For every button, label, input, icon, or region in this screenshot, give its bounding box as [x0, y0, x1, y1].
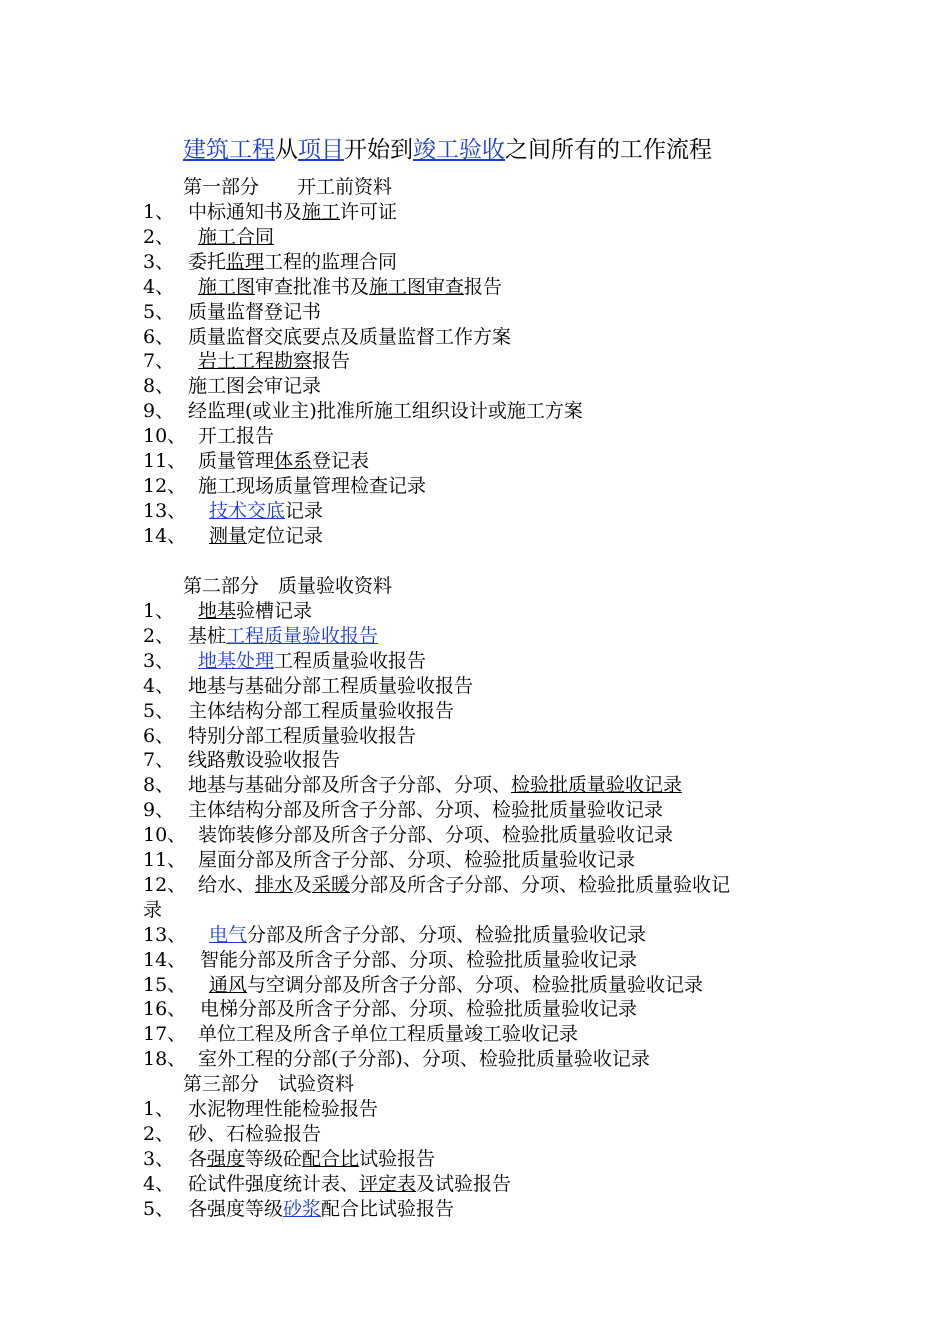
item-number: 2、	[143, 624, 175, 647]
text-segment: 质量监督登记书	[188, 300, 322, 323]
item-text	[198, 350, 350, 372]
item-number: 13、	[143, 499, 187, 522]
item-text	[198, 650, 426, 672]
item-number: 3、	[143, 1147, 175, 1170]
item-text	[198, 450, 369, 472]
item-text	[188, 799, 663, 821]
list-item	[143, 923, 646, 947]
underlined-term: 监理	[226, 250, 265, 273]
item-number: 14、	[143, 524, 187, 547]
text-segment: 单位工程及所含子单位工程质量竣工验收记录	[198, 1023, 579, 1046]
text-segment: 委托	[188, 250, 227, 273]
item-number: 9、	[143, 799, 175, 822]
item-text	[198, 600, 312, 622]
item-text	[188, 675, 473, 697]
list-item	[143, 225, 274, 249]
item-text	[209, 525, 323, 547]
list-item	[143, 449, 369, 473]
text-segment: 各	[188, 1147, 208, 1170]
underlined-term: 排水	[255, 873, 294, 896]
text-segment: 登记表	[312, 450, 370, 472]
text-segment: 从	[275, 137, 298, 163]
item-number: 11、	[143, 450, 187, 472]
text-segment: 与空调分部及所含子分部、分项、检验批质量验收记录	[247, 973, 704, 996]
item-number: 7、	[143, 749, 175, 772]
underlined-term: 检验批质量验收记录	[511, 774, 683, 797]
text-segment: 配合比试验报告	[321, 1197, 455, 1220]
item-text	[188, 749, 340, 771]
item-number: 14、	[143, 948, 187, 971]
item-number: 10、	[143, 824, 187, 847]
item-number: 3、	[143, 250, 175, 273]
item-text	[188, 625, 378, 647]
item-text	[188, 201, 397, 223]
item-number: 9、	[143, 400, 175, 423]
list-item	[143, 349, 350, 373]
hyperlink[interactable]: 工程质量验收报告	[226, 624, 379, 647]
text-segment: 报告	[464, 275, 503, 298]
text-segment: 给水、	[198, 873, 256, 896]
list-item	[143, 748, 340, 772]
list-item	[143, 300, 321, 324]
underlined-term: 测量	[209, 524, 248, 547]
text-segment: 验槽记录	[236, 600, 313, 622]
text-segment: 施工现场质量管理检查记录	[198, 474, 427, 497]
item-text	[188, 1123, 321, 1145]
list-item	[143, 997, 637, 1021]
text-segment: 定位记录	[247, 524, 324, 547]
text-segment: 审查批准书及	[255, 275, 370, 298]
underlined-term: 施工	[302, 201, 341, 223]
underlined-term: 岩土工程勘察	[198, 350, 313, 373]
text-segment: 主体结构分部及所含子分部、分项、检验批质量验收记录	[188, 799, 664, 822]
item-number: 18、	[143, 1048, 187, 1071]
text-segment: 地基与基础分部工程质量验收报告	[188, 674, 474, 697]
text-segment: 线路敷设验收报告	[188, 749, 341, 772]
text-segment: 中标通知书及	[188, 201, 303, 223]
list-item	[143, 424, 274, 448]
underlined-term: 施工图	[198, 275, 256, 298]
list-item	[143, 474, 426, 498]
underlined-term: 施工合同	[198, 225, 275, 248]
text-segment: 砼试件强度统计表、	[188, 1172, 360, 1195]
item-number: 11、	[143, 849, 187, 871]
item-text	[198, 425, 274, 447]
list-item	[143, 325, 511, 349]
item-text	[188, 326, 511, 348]
text-segment: 等级砼	[245, 1147, 303, 1170]
list-item	[143, 1197, 454, 1221]
list-item	[143, 374, 321, 398]
text-segment: 工程的监理合同	[264, 250, 398, 273]
list-item	[143, 848, 635, 872]
list-item	[143, 823, 673, 847]
underlined-term: 强度	[207, 1147, 246, 1170]
item-text	[188, 1148, 435, 1170]
item-text	[209, 924, 646, 946]
section-heading: 第一部分 开工前资料	[183, 176, 393, 198]
item-text	[188, 251, 397, 273]
item-text	[188, 1098, 378, 1120]
underlined-term: 评定表	[359, 1172, 417, 1195]
list-item	[143, 200, 397, 224]
item-number: 12、	[143, 873, 187, 896]
item-text	[188, 1198, 454, 1220]
text-segment: 装饰装修分部及所含子分部、分项、检验批质量验收记录	[198, 824, 674, 847]
list-item	[143, 250, 397, 274]
item-number: 2、	[143, 225, 175, 248]
item-number: 8、	[143, 375, 175, 398]
item-number: 1、	[143, 201, 175, 223]
text-segment: 砂、石检验报告	[188, 1122, 322, 1145]
list-item	[143, 798, 663, 822]
item-text	[198, 475, 426, 497]
text-segment: 经监理(或业主)批准所施工组织设计或施工方案	[188, 400, 583, 423]
item-number: 4、	[143, 674, 175, 697]
underlined-term: 施工图审查	[369, 275, 465, 298]
list-item	[143, 275, 502, 299]
list-item	[143, 1097, 378, 1121]
text-segment: 及	[293, 873, 313, 896]
hyperlink[interactable]: 竣工验收	[413, 137, 505, 163]
list-item	[143, 948, 637, 972]
text-segment: 分部及所含子分部、分项、检验批质量验收记	[350, 873, 731, 896]
list-item	[143, 499, 323, 523]
list-item	[143, 524, 323, 548]
item-number: 5、	[143, 1197, 175, 1220]
item-text	[198, 874, 730, 896]
item-number: 12、	[143, 474, 187, 497]
item-number: 8、	[143, 774, 175, 797]
text-segment: 记录	[285, 499, 324, 522]
list-item	[143, 1122, 321, 1146]
list-item	[143, 599, 312, 623]
underlined-term: 配合比	[302, 1147, 360, 1170]
item-number: 1、	[143, 600, 175, 622]
text-segment: 及试验报告	[416, 1172, 512, 1195]
text-segment: 施工图会审记录	[188, 375, 322, 398]
item-number: 4、	[143, 1172, 175, 1195]
item-number: 5、	[143, 699, 175, 722]
item-text	[188, 400, 583, 422]
item-text	[188, 725, 416, 747]
hyperlink[interactable]: 建筑工程	[183, 137, 275, 163]
item-text	[188, 1173, 511, 1195]
item-number: 1、	[143, 1098, 175, 1120]
item-text	[198, 849, 635, 871]
item-text	[188, 301, 321, 323]
hyperlink[interactable]: 地基处理	[198, 649, 275, 672]
item-text	[198, 276, 502, 298]
list-item	[143, 674, 473, 698]
text-segment: 许可证	[340, 201, 398, 223]
text-segment: 开始到	[344, 137, 413, 163]
list-item	[143, 1147, 435, 1171]
list-item	[143, 1172, 511, 1196]
item-number: 6、	[143, 724, 175, 747]
text-segment: 电梯分部及所含子分部、分项、检验批质量验收记录	[200, 998, 638, 1021]
item-text	[198, 824, 673, 846]
item-number: 17、	[143, 1023, 187, 1046]
item-number: 7、	[143, 350, 175, 373]
text-segment: 主体结构分部工程质量验收报告	[188, 699, 455, 722]
item-text	[200, 998, 637, 1020]
list-item	[143, 399, 583, 423]
item-text	[198, 1048, 650, 1070]
item-number: 15、	[143, 973, 187, 996]
text-segment: 工程质量验收报告	[274, 649, 427, 672]
text-segment: 报告	[312, 350, 351, 373]
list-item	[143, 699, 454, 723]
item-number: 10、	[143, 425, 187, 448]
item-number: 4、	[143, 275, 175, 298]
list-item	[143, 649, 426, 673]
text-segment: 室外工程的分部(子分部)、分项、检验批质量验收记录	[198, 1048, 650, 1071]
document-title	[183, 133, 712, 167]
item-text	[188, 774, 682, 796]
item-number: 2、	[143, 1122, 175, 1145]
text-segment: 分部及所含子分部、分项、检验批质量验收记录	[247, 923, 647, 946]
item-number: 6、	[143, 325, 175, 348]
section-heading: 第二部分 质量验收资料	[183, 575, 393, 597]
list-item	[143, 1022, 578, 1046]
item-text	[188, 375, 321, 397]
text-segment: 基桩	[188, 624, 227, 647]
text-segment: 各强度等级	[188, 1197, 284, 1220]
item-text	[198, 1023, 578, 1045]
text-segment: 试验报告	[359, 1147, 436, 1170]
text-segment: 水泥物理性能检验报告	[188, 1098, 379, 1120]
underlined-term: 通风	[209, 973, 248, 996]
list-item	[143, 624, 378, 648]
item-number: 16、	[143, 998, 187, 1021]
text-segment: 地基与基础分部及所含子分部、分项、	[188, 774, 512, 797]
text-segment: 特别分部工程质量验收报告	[188, 724, 417, 747]
hyperlink[interactable]: 电气	[209, 923, 248, 946]
list-item	[143, 873, 730, 897]
item-text	[200, 949, 637, 971]
list-item	[143, 1047, 650, 1071]
text-segment: 质量监督交底要点及质量监督工作方案	[188, 325, 512, 348]
list-item	[143, 724, 416, 748]
item-text	[188, 700, 454, 722]
item-continuation: 录	[143, 898, 163, 921]
hyperlink[interactable]: 技术交底	[209, 499, 286, 522]
item-number: 13、	[143, 923, 187, 946]
section-heading: 第三部分 试验资料	[183, 1073, 355, 1095]
underlined-term: 地基	[198, 600, 237, 622]
item-text	[198, 226, 274, 248]
text-segment: 质量管理	[198, 450, 275, 472]
text-segment: 智能分部及所含子分部、分项、检验批质量验收记录	[200, 948, 638, 971]
text-segment: 屋面分部及所含子分部、分项、检验批质量验收记录	[198, 849, 636, 871]
list-item	[143, 773, 682, 797]
hyperlink[interactable]: 项目	[298, 137, 344, 163]
item-text	[209, 500, 323, 522]
text-segment: 开工报告	[198, 425, 275, 448]
text-segment: 之间所有的工作流程	[505, 137, 712, 163]
item-text	[209, 974, 703, 996]
list-item	[143, 973, 703, 997]
item-number: 3、	[143, 649, 175, 672]
underlined-term: 体系	[274, 450, 313, 472]
underlined-term: 采暖	[312, 873, 351, 896]
hyperlink[interactable]: 砂浆	[283, 1197, 322, 1220]
item-number: 5、	[143, 300, 175, 323]
